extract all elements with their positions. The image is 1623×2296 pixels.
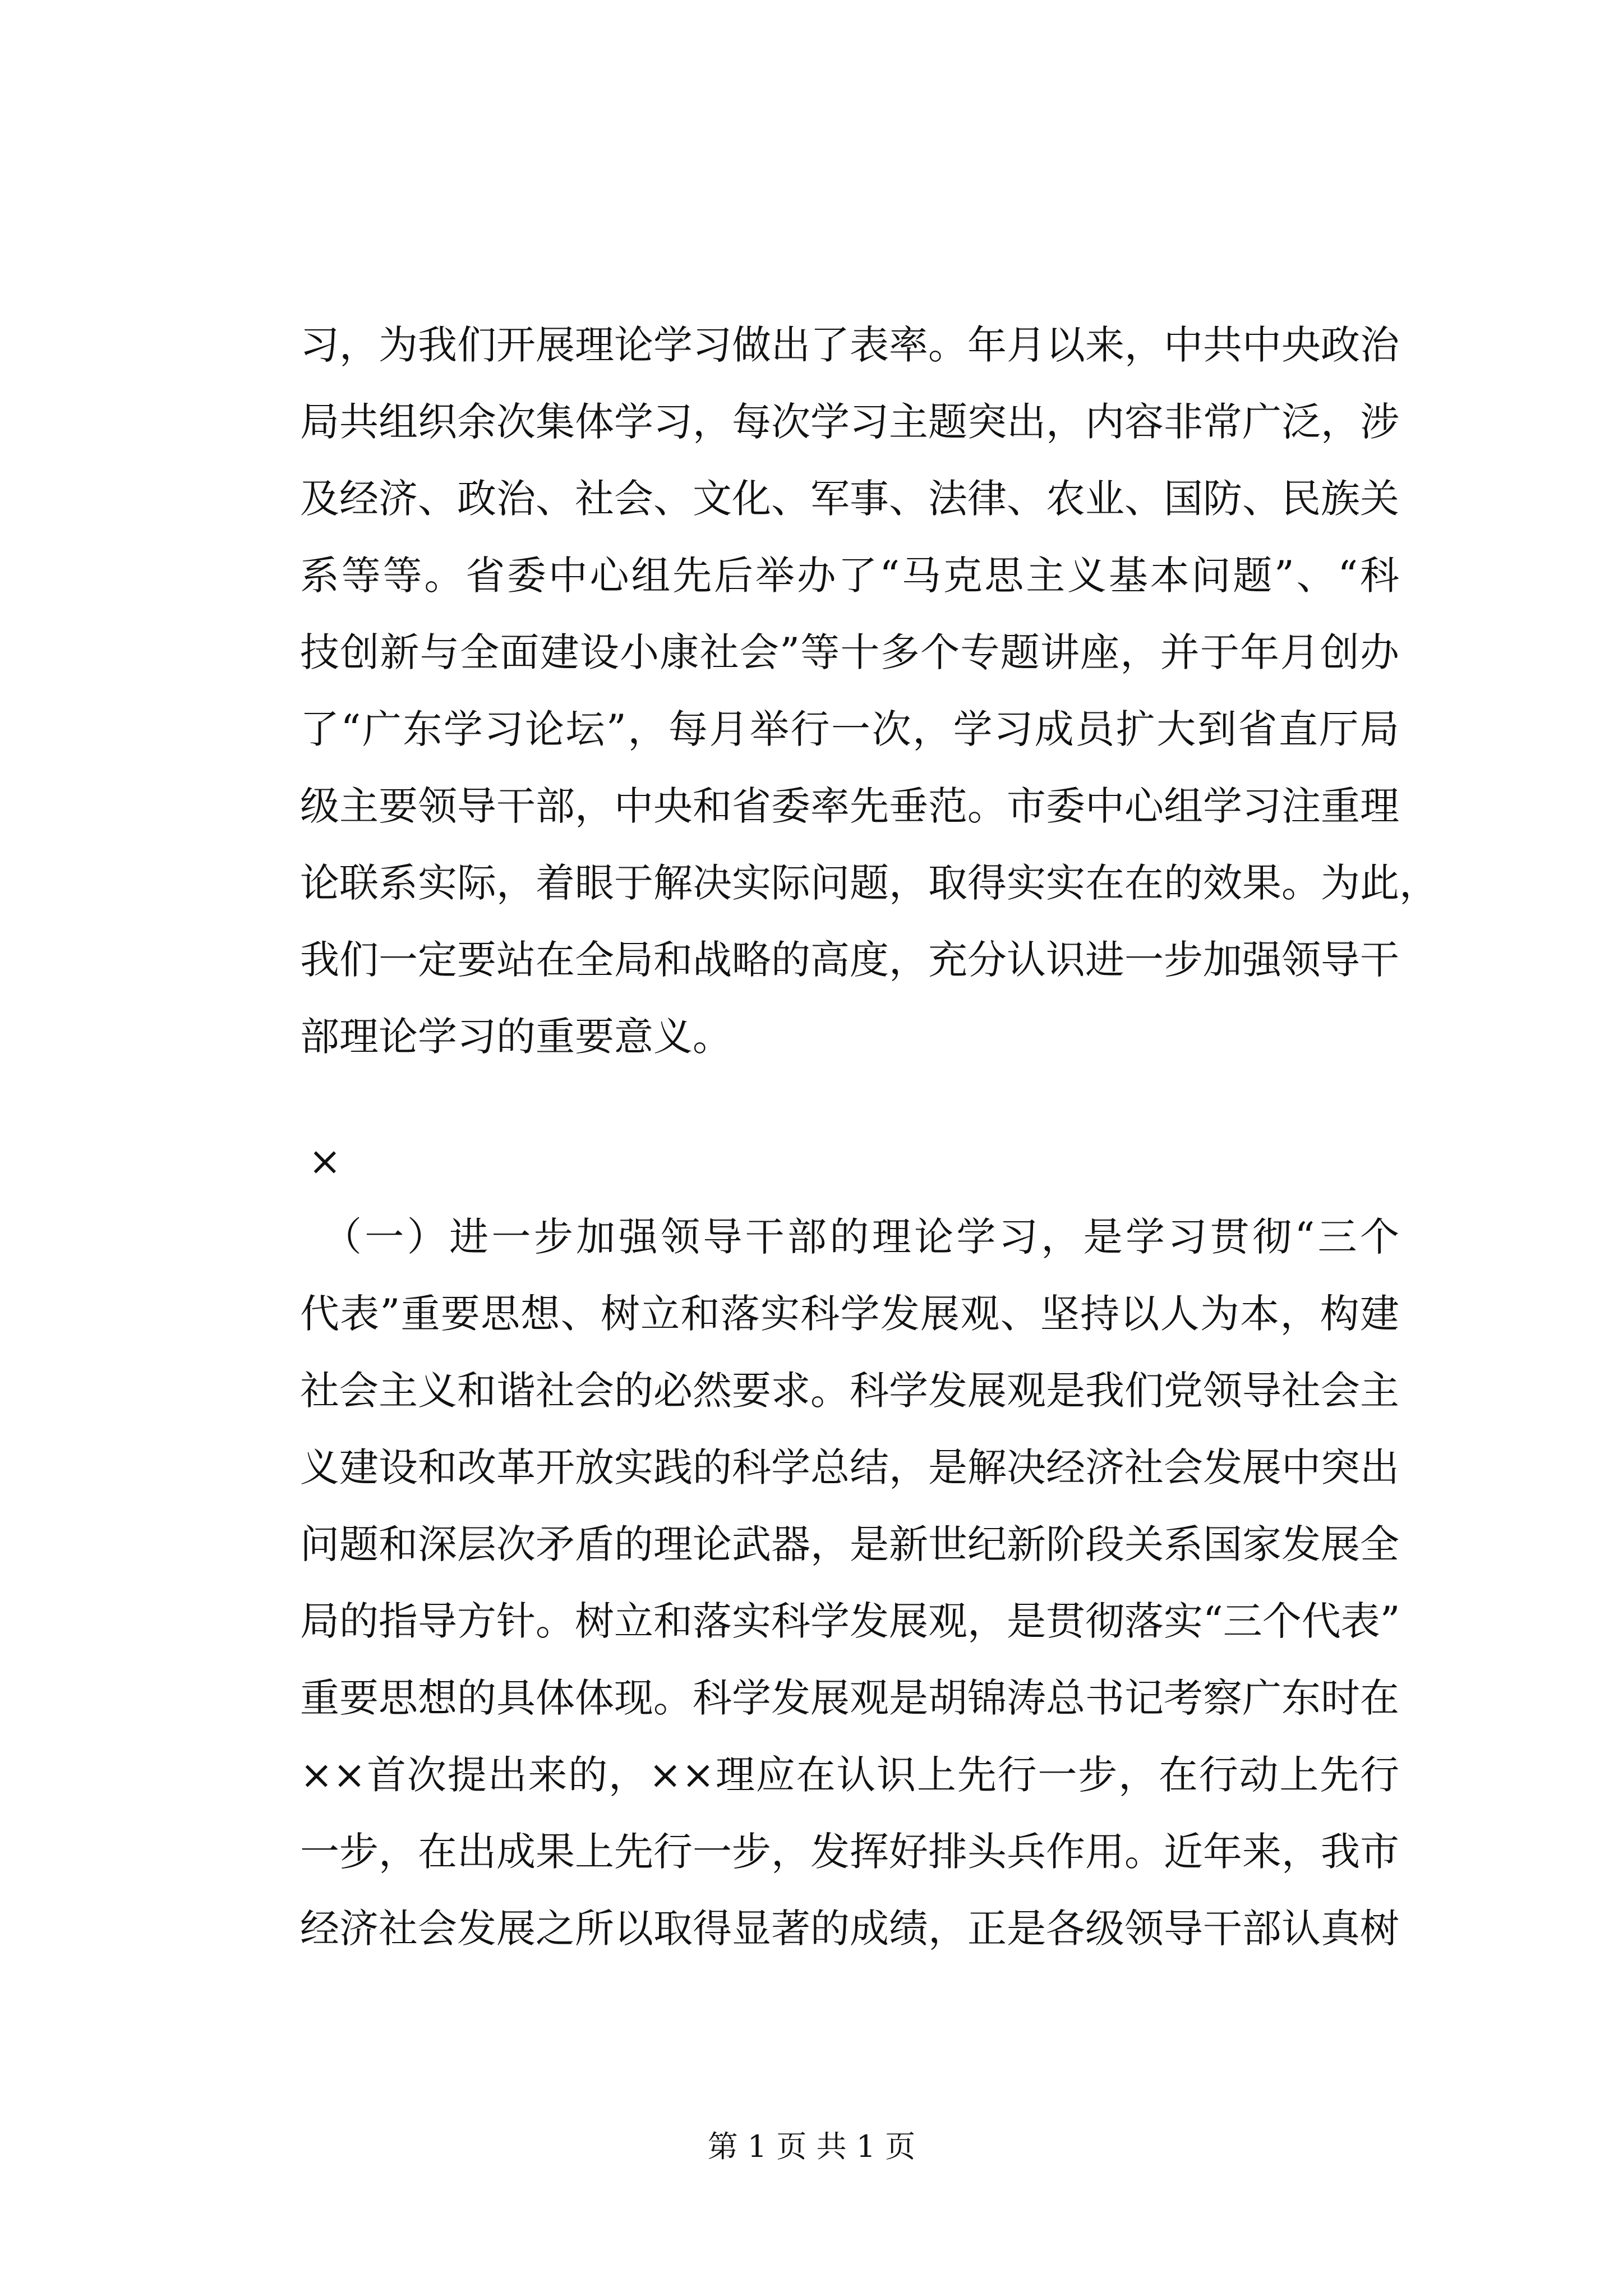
section-line-9: 一步，在出成果上先行一步，发挥好排头兵作用。近年来，我市 <box>300 1829 1399 1875</box>
section-line-7: 重要思想的具体体现。科学发展观是胡锦涛总书记考察广东时在 <box>300 1675 1399 1721</box>
section-line-6: 局的指导方针。树立和落实科学发展观，是贯彻落实“三个代表” <box>300 1598 1400 1644</box>
paragraph-line-5: 技创新与全面建设小康社会”等十多个专题讲座，并于年月创办 <box>300 629 1399 675</box>
section-line-3: 社会主义和谐社会的必然要求。科学发展观是我们党领导社会主 <box>300 1368 1399 1414</box>
section-line-8: ××首次提出来的，××理应在认识上先行一步，在行动上先行 <box>300 1752 1399 1798</box>
placeholder-mark: × <box>308 1138 342 1184</box>
paragraph-line-9: 我们一定要站在全局和战略的高度，充分认识进一步加强领导干 <box>300 937 1399 983</box>
section-line-2: 代表”重要思想、树立和落实科学发展观、坚持以人为本，构建 <box>300 1291 1399 1337</box>
paragraph-line-3: 及经济、政治、社会、文化、军事、法律、农业、国防、民族关 <box>300 476 1399 522</box>
section-line-4: 义建设和改革开放实践的科学总结，是解决经济社会发展中突出 <box>300 1444 1399 1490</box>
paragraph-line-4: 系等等。省委中心组先后举办了“马克思主义基本问题”、“科 <box>300 553 1399 599</box>
section-line-1: （一）进一步加强领导干部的理论学习，是学习贯彻“三个 <box>322 1214 1399 1260</box>
paragraph-line-7: 级主要领导干部，中央和省委率先垂范。市委中心组学习注重理 <box>300 783 1399 829</box>
paragraph-line-1: 习，为我们开展理论学习做出了表率。年月以来，中共中央政治 <box>300 322 1399 368</box>
paragraph-line-8: 论联系实际，着眼于解决实际问题，取得实实在在的效果。为此， <box>300 860 1438 906</box>
paragraph-line-6: 了“广东学习论坛”，每月举行一次，学习成员扩大到省直厅局 <box>300 706 1399 752</box>
section-line-10: 经济社会发展之所以取得显著的成绩，正是各级领导干部认真树 <box>300 1906 1399 1952</box>
paragraph-line-2: 局共组织余次集体学习，每次学习主题突出，内容非常广泛，涉 <box>300 399 1399 445</box>
page-footer: 第 1 页 共 1 页 <box>707 2129 916 2164</box>
paragraph-line-10: 部理论学习的重要意义。 <box>300 1014 732 1060</box>
section-line-5: 问题和深层次矛盾的理论武器，是新世纪新阶段关系国家发展全 <box>300 1521 1399 1567</box>
